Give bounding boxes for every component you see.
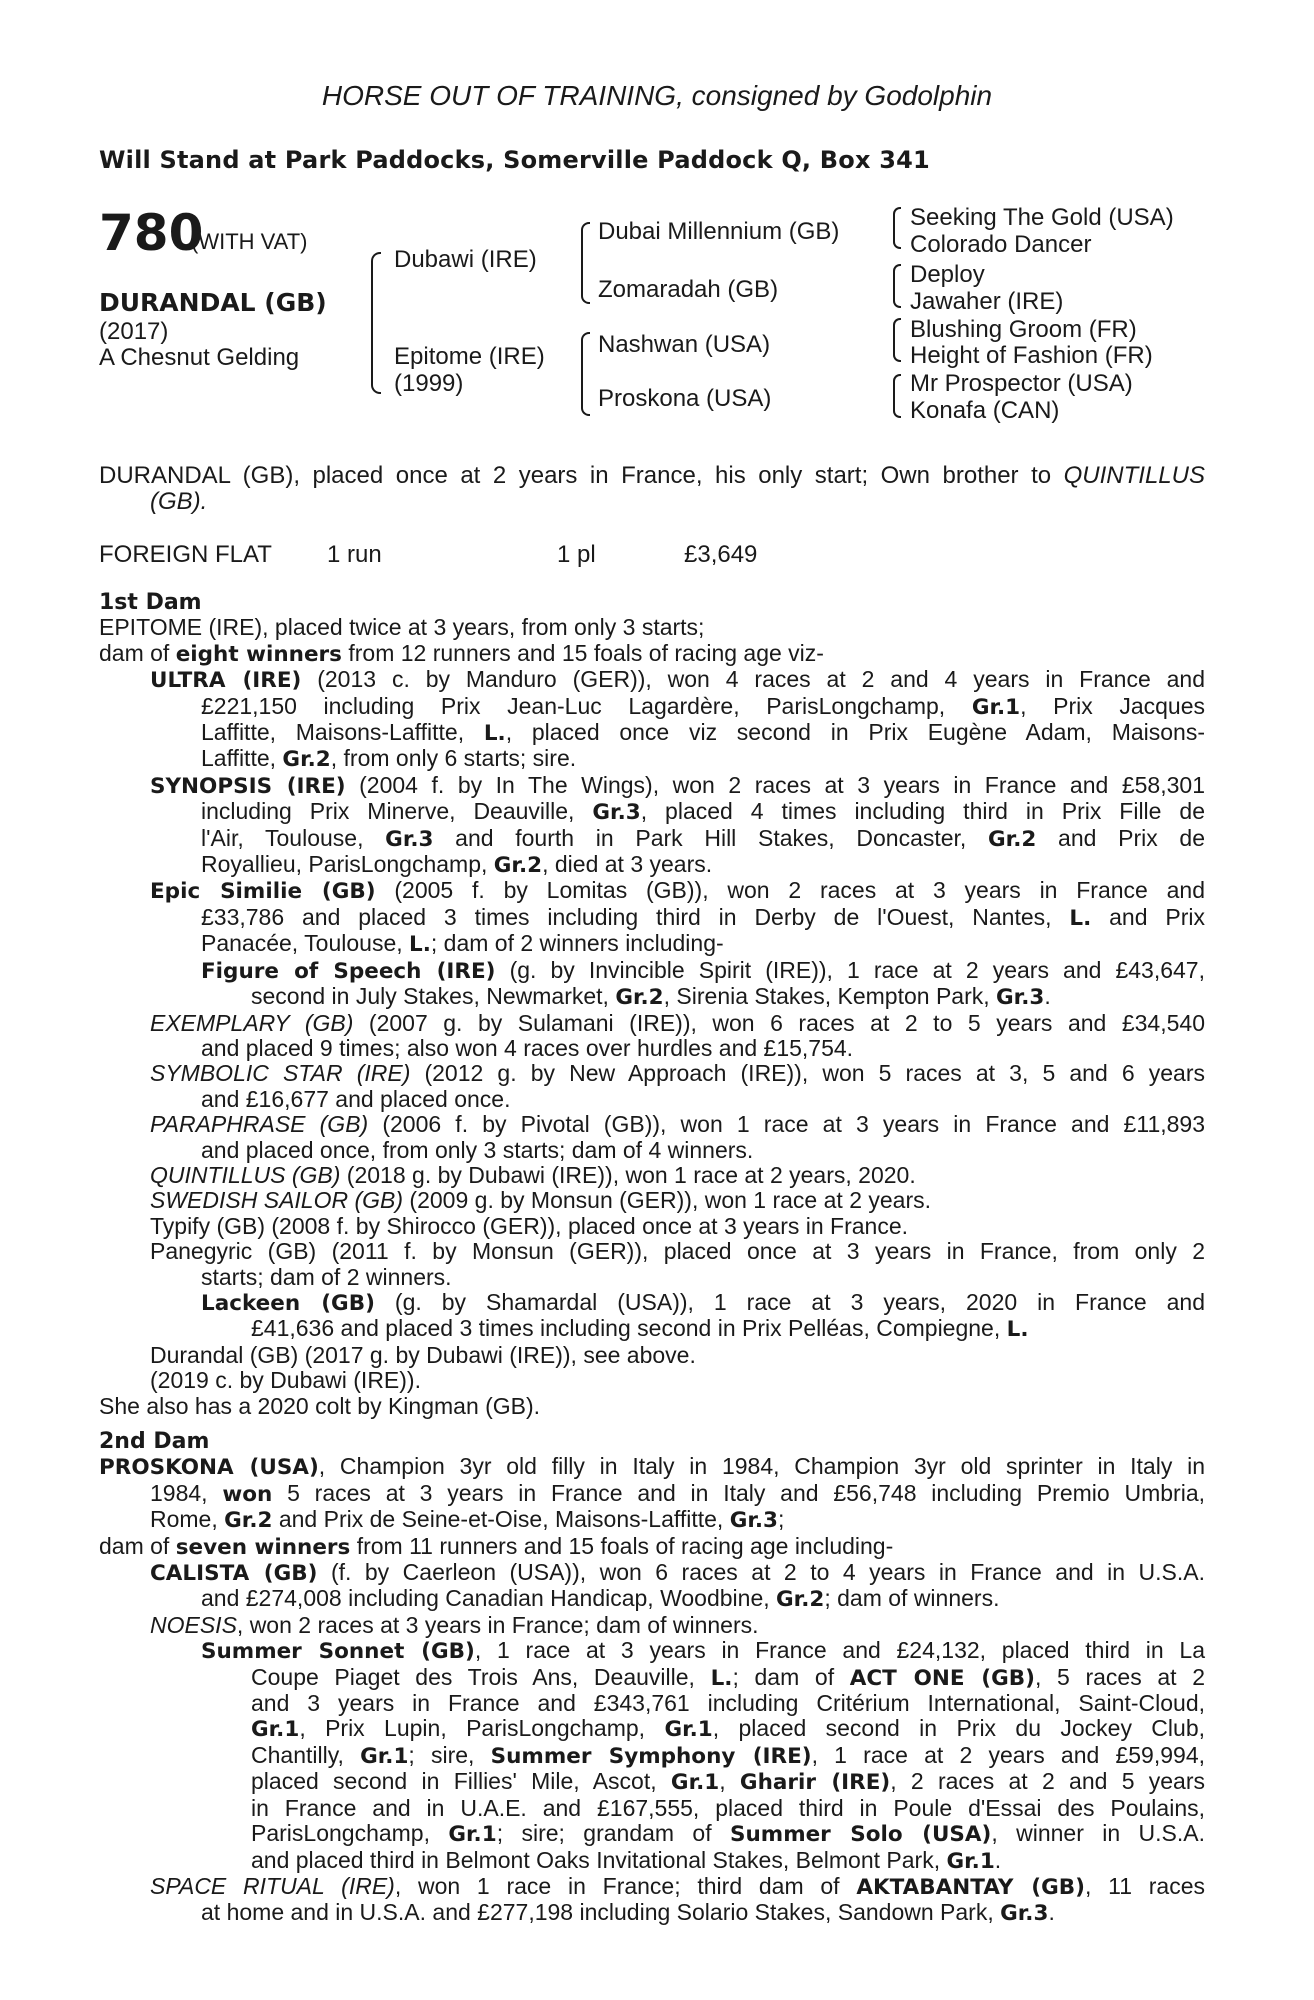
pedigree-gen3: Height of Fashion (FR) xyxy=(910,342,1153,369)
text-line: starts; dam of 2 winners. xyxy=(201,1263,452,1290)
text-line: SPACE RITUAL (IRE), won 1 race in France; third dam of AKTABANTAY (GB), 11 races xyxy=(150,1872,1205,1900)
pedigree-brace xyxy=(893,374,901,418)
text-line: PARAPHRASE (GB) (2006 f. by Pivotal (GB)), won 1 race at 3 years in France and £11,893 xyxy=(150,1111,1205,1138)
horse-summary xyxy=(99,463,1205,515)
text-line: She also has a 2020 colt by Kingman (GB). xyxy=(99,1392,541,1419)
text-line: Durandal (GB) (2017 g. by Dubawi (IRE)), see above. xyxy=(150,1341,696,1368)
pedigree-brace xyxy=(893,318,901,362)
text-line: Figure of Speech (IRE) (g. by Invincible Spirit (IRE)), 1 race at 2 years and £43,647, xyxy=(201,956,1205,984)
text-line: and £274,008 including Canadian Handicap, Woodbine, Gr.2; dam of winners. xyxy=(201,1585,1000,1613)
run-count: 1 run xyxy=(327,541,382,568)
pedigree-gen3: Jawaher (IRE) xyxy=(910,288,1064,315)
pedigree-brace xyxy=(581,332,590,416)
text-line: ULTRA (IRE) (2013 c. by Manduro (GER)), won 4 races at 2 and 4 years in France and xyxy=(150,666,1205,694)
text-line: dam of seven winners from 11 runners and 15 foals of racing age including- xyxy=(99,1532,894,1560)
text-line: and placed third in Belmont Oaks Invitational Stakes, Belmont Park, Gr.1. xyxy=(251,1846,1002,1874)
consignment-title: HORSE OUT OF TRAINING, consigned by Godolphin xyxy=(321,80,993,111)
pedigree-sire-sire: Dubai Millennium (GB) xyxy=(598,218,840,245)
section-heading: 1st Dam xyxy=(99,590,202,615)
text-line: Coupe Piaget des Trois Ans, Deauville, L.; dam of ACT ONE (GB), 5 races at 2 xyxy=(251,1663,1205,1691)
horse-description: A Chesnut Gelding xyxy=(99,344,300,371)
text-line: SYNOPSIS (IRE) (2004 f. by In The Wings), won 2 races at 3 years in France and £58,301 xyxy=(150,771,1205,799)
pedigree-gen3: Mr Prospector (USA) xyxy=(910,370,1133,397)
pedigree-brace xyxy=(371,252,381,394)
pedigree-sire: Dubawi (IRE) xyxy=(394,246,537,273)
first-dam-section xyxy=(99,590,1205,1419)
vat-label: (WITH VAT) xyxy=(191,229,308,254)
text-line: £41,636 and placed 3 times including second in Prix Pelléas, Compiegne, L. xyxy=(251,1315,1029,1343)
text-line: Gr.1, Prix Lupin, ParisLongchamp, Gr.1, placed second in Prix du Jockey Club, xyxy=(251,1715,1206,1743)
text-line: CALISTA (GB) (f. by Caerleon (USA)), won 6 races at 2 to 4 years in France and in U.S.A. xyxy=(150,1559,1205,1587)
text-line: l'Air, Toulouse, Gr.3 and fourth in Park Hill Stakes, Doncaster, Gr.2 and Prix de xyxy=(201,824,1205,852)
pedigree-brace xyxy=(581,222,590,304)
text-line: in France and in U.A.E. and £167,555, placed third in Poule d'Essai des Poulains, xyxy=(251,1794,1205,1821)
pedigree-dam-year: (1999) xyxy=(394,370,464,397)
placed-count: 1 pl xyxy=(557,541,596,568)
pedigree-dam-sire: Nashwan (USA) xyxy=(598,331,771,358)
pedigree-brace xyxy=(893,207,901,249)
pedigree-gen3: Colorado Dancer xyxy=(910,231,1092,258)
text-line: SWEDISH SAILOR (GB) (2009 g. by Monsun (GER)), won 1 race at 2 years. xyxy=(150,1187,932,1214)
horse-year: (2017) xyxy=(99,318,169,345)
text-line: Lackeen (GB) (g. by Shamardal (USA)), 1 race at 3 years, 2020 in France and xyxy=(201,1288,1205,1316)
pedigree-gen3: Konafa (CAN) xyxy=(910,397,1060,424)
text-line: Laffitte, Maisons-Laffitte, L., placed once viz second in Prix Eugène Adam, Maisons- xyxy=(201,719,1205,747)
second-dam-section xyxy=(99,1429,1205,1927)
text-line: Panacée, Toulouse, L.; dam of 2 winners including- xyxy=(201,930,724,958)
text-line: £221,150 including Prix Jean-Luc Lagardère, ParisLongchamp, Gr.1, Prix Jacques xyxy=(201,692,1205,720)
stand-location: Will Stand at Park Paddocks, Somerville Paddock Q, Box 341 xyxy=(99,146,930,174)
lot-number: 780 xyxy=(99,204,204,262)
section-heading: 2nd Dam xyxy=(99,1429,210,1454)
text-line: Summer Sonnet (GB), 1 race at 3 years in France and £24,132, placed third in La xyxy=(201,1637,1205,1665)
text-line: Laffitte, Gr.2, from only 6 starts; sire. xyxy=(201,745,577,773)
text-line: second in July Stakes, Newmarket, Gr.2, Sirenia Stakes, Kempton Park, Gr.3. xyxy=(251,983,1051,1011)
pedigree-gen3: Seeking The Gold (USA) xyxy=(910,204,1174,231)
text-line: Typify (GB) (2008 f. by Shirocco (GER)), placed once at 3 years in France. xyxy=(150,1212,909,1239)
text-line: SYMBOLIC STAR (IRE) (2012 g. by New Approach (IRE)), won 5 races at 3, 5 and 6 years xyxy=(150,1060,1205,1087)
text-line: DURANDAL (GB), placed once at 2 years in France, his only start; Own brother to QUINTILLUS xyxy=(99,462,1205,489)
text-line: Rome, Gr.2 and Prix de Seine-et-Oise, Maisons-Laffitte, Gr.3; xyxy=(150,1506,785,1534)
text-line: (GB). xyxy=(150,488,208,515)
pedigree-gen3: Blushing Groom (FR) xyxy=(910,316,1137,343)
text-line: EXEMPLARY (GB) (2007 g. by Sulamani (IRE)), won 6 races at 2 to 5 years and £34,540 xyxy=(150,1009,1205,1036)
text-line: ParisLongchamp, Gr.1; sire; grandam of Summer Solo (USA), winner in U.S.A. xyxy=(251,1820,1205,1848)
pedigree-sire-dam: Zomaradah (GB) xyxy=(598,276,779,303)
text-line: QUINTILLUS (GB) (2018 g. by Dubawi (IRE)), won 1 race at 2 years, 2020. xyxy=(150,1161,916,1188)
horse-name: DURANDAL (GB) xyxy=(99,288,327,317)
pedigree-dam-dam: Proskona (USA) xyxy=(598,385,772,412)
text-line: and 3 years in France and £343,761 including Critérium International, Saint-Cloud, xyxy=(251,1690,1205,1717)
earnings: £3,649 xyxy=(684,541,758,568)
text-line: 1984, won 5 races at 3 years in France and in Italy and £56,748 including Premio Umbria, xyxy=(150,1479,1205,1507)
pedigree-brace xyxy=(893,264,901,308)
text-line: PROSKONA (USA), Champion 3yr old filly in Italy in 1984, Champion 3yr old sprinter in Italy in xyxy=(99,1453,1206,1481)
pedigree-dam: Epitome (IRE) xyxy=(394,343,545,370)
text-line: including Prix Minerve, Deauville, Gr.3, placed 4 times including third in Prix Fille de xyxy=(201,798,1205,826)
text-line: at home and in U.S.A. and £277,198 including Solario Stakes, Sandown Park, Gr.3. xyxy=(201,1899,1055,1927)
text-line: NOESIS, won 2 races at 3 years in France; dam of winners. xyxy=(150,1611,759,1638)
text-line: placed second in Fillies' Mile, Ascot, Gr.1, Gharir (IRE), 2 races at 2 and 5 years xyxy=(251,1768,1206,1796)
text-line: dam of eight winners from 12 runners and 15 foals of racing age viz- xyxy=(99,639,824,667)
text-line: and £16,677 and placed once. xyxy=(201,1085,511,1112)
race-type: FOREIGN FLAT xyxy=(99,541,272,568)
text-line: EPITOME (IRE), placed twice at 3 years, from only 3 starts; xyxy=(99,614,705,641)
text-line: and placed 9 times; also won 4 races over hurdles and £15,754. xyxy=(201,1034,854,1061)
text-line: (2019 c. by Dubawi (IRE)). xyxy=(150,1367,421,1394)
text-line: Chantilly, Gr.1; sire, Summer Symphony (IRE), 1 race at 2 years and £59,994, xyxy=(251,1741,1206,1769)
text-line: and placed once, from only 3 starts; dam of 4 winners. xyxy=(201,1136,754,1163)
pedigree-gen3: Deploy xyxy=(910,261,985,288)
text-line: Epic Similie (GB) (2005 f. by Lomitas (GB)), won 2 races at 3 years in France and xyxy=(150,877,1206,905)
text-line: Panegyric (GB) (2011 f. by Monsun (GER)), placed once at 3 years in France, from only 2 xyxy=(150,1238,1205,1265)
text-line: £33,786 and placed 3 times including third in Derby de l'Ouest, Nantes, L. and Prix xyxy=(201,903,1205,931)
text-line: Royallieu, ParisLongchamp, Gr.2, died at 3 years. xyxy=(201,851,713,879)
